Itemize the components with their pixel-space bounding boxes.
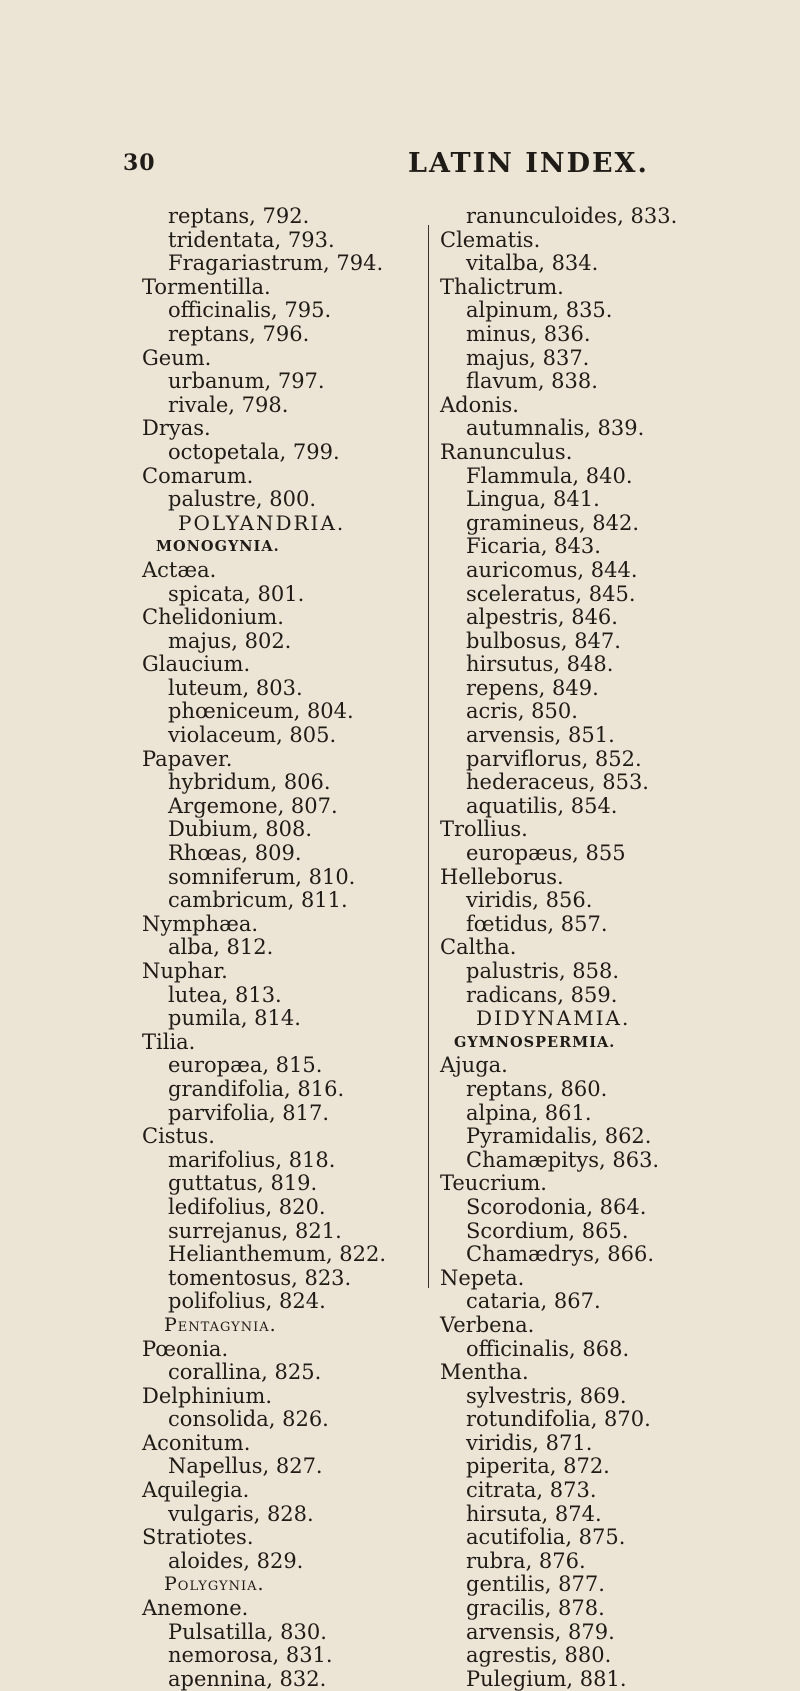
species-entry: Flammula, 840. xyxy=(466,463,633,488)
species-entry: Fragariastrum, 794. xyxy=(168,251,384,276)
species-entry: reptans, 792. xyxy=(168,204,310,228)
species-entry: Chamæpitys, 863. xyxy=(466,1147,660,1172)
order-heading: Polygynia. xyxy=(164,1573,265,1596)
genus-entry: Ranunculus. xyxy=(440,439,573,464)
genus-entry: Mentha. xyxy=(440,1360,529,1385)
species-entry: sceleratus, 845. xyxy=(466,581,636,606)
species-entry: alba, 812. xyxy=(168,935,274,960)
genus-entry: Tilia. xyxy=(142,1029,196,1054)
species-entry: Ficaria, 843. xyxy=(466,534,601,559)
species-entry: repens, 849. xyxy=(466,675,599,700)
genus-entry: Caltha. xyxy=(440,935,517,960)
genus-entry: Dryas. xyxy=(142,416,211,441)
species-entry: rivale, 798. xyxy=(168,392,289,417)
species-entry: autumnalis, 839. xyxy=(466,416,645,441)
class-heading: DIDYNAMIA. xyxy=(476,1006,631,1031)
species-entry: Pyramidalis, 862. xyxy=(466,1124,652,1149)
species-entry: Dubium, 808. xyxy=(168,817,313,842)
page-number: 30 xyxy=(123,150,156,176)
species-entry: parvifolia, 817. xyxy=(168,1100,330,1125)
species-entry: polifolius, 824. xyxy=(168,1289,326,1314)
species-entry: viridis, 856. xyxy=(466,888,593,913)
species-entry: officinalis, 795. xyxy=(168,298,332,323)
species-entry: Helianthemum, 822. xyxy=(168,1242,387,1267)
species-entry: acris, 850. xyxy=(466,699,578,724)
species-entry: reptans, 796. xyxy=(168,321,310,346)
genus-entry: Delphinium. xyxy=(142,1383,273,1408)
index-column-left xyxy=(142,205,422,1691)
genus-entry: Papaver. xyxy=(142,746,233,771)
genus-entry: Adonis. xyxy=(440,392,519,417)
species-entry: Rhœas, 809. xyxy=(168,841,302,866)
species-entry: majus, 802. xyxy=(168,628,292,653)
species-entry: corallina, 825. xyxy=(168,1360,322,1385)
species-entry: surrejanus, 821. xyxy=(168,1218,342,1243)
column-divider xyxy=(428,225,429,1288)
species-entry: fœtidus, 857. xyxy=(466,911,608,936)
species-entry: majus, 837. xyxy=(466,345,590,370)
species-entry: tomentosus, 823. xyxy=(168,1265,352,1290)
species-entry: alpinum, 835. xyxy=(466,298,613,323)
species-entry: gracilis, 878. xyxy=(466,1596,605,1621)
species-entry: ranunculoides, 833. xyxy=(466,204,678,228)
species-entry: rotundifolia, 870. xyxy=(466,1407,651,1432)
species-entry: reptans, 860. xyxy=(466,1076,608,1101)
species-entry: somniferum, 810. xyxy=(168,864,356,889)
species-entry: vitalba, 834. xyxy=(466,251,599,276)
species-entry: palustris, 858. xyxy=(466,959,620,983)
species-entry: Napellus, 827. xyxy=(168,1454,323,1479)
genus-entry: Stratiotes. xyxy=(142,1525,254,1550)
species-entry: europæa, 815. xyxy=(168,1053,323,1078)
species-entry: gentilis, 877. xyxy=(466,1572,605,1597)
species-entry: hirsutus, 848. xyxy=(466,652,614,677)
species-entry: Pulegium, 881. xyxy=(466,1666,627,1691)
genus-entry: Nepeta. xyxy=(440,1265,525,1290)
genus-entry: Cistus. xyxy=(142,1124,215,1149)
order-heading: MONOGYNIA. xyxy=(156,538,280,556)
species-entry: apennina, 832. xyxy=(168,1666,327,1691)
species-entry: acutifolia, 875. xyxy=(466,1525,626,1550)
genus-entry: Glaucium. xyxy=(142,652,251,677)
species-entry: vulgaris, 828. xyxy=(168,1501,314,1526)
species-entry: alpina, 861. xyxy=(466,1100,592,1125)
genus-entry: Clematis. xyxy=(440,227,541,252)
species-entry: citrata, 873. xyxy=(466,1478,597,1503)
species-entry: tridentata, 793. xyxy=(168,227,335,252)
class-heading: POLYANDRIA. xyxy=(178,510,346,535)
species-entry: spicata, 801. xyxy=(168,581,305,606)
species-entry: officinalis, 868. xyxy=(466,1336,630,1361)
species-entry: hirsuta, 874. xyxy=(466,1501,602,1526)
species-entry: grandifolia, 816. xyxy=(168,1076,345,1101)
genus-entry: Teucrium. xyxy=(440,1171,547,1196)
species-entry: aloides, 829. xyxy=(168,1548,304,1573)
genus-entry: Pœonia. xyxy=(142,1336,229,1361)
species-entry: arvensis, 851. xyxy=(466,723,615,748)
species-entry: hederaceus, 853. xyxy=(466,770,649,795)
species-entry: parviflorus, 852. xyxy=(466,746,642,771)
species-entry: Lingua, 841. xyxy=(466,487,600,512)
genus-entry: Comarum. xyxy=(142,463,254,488)
species-entry: bulbosus, 847. xyxy=(466,628,621,653)
species-entry: Chamædrys, 866. xyxy=(466,1242,654,1267)
species-entry: sylvestris, 869. xyxy=(466,1383,627,1408)
genus-entry: Nuphar. xyxy=(142,959,228,983)
species-entry: pumila, 814. xyxy=(168,1006,301,1031)
species-entry: Pulsatilla, 830. xyxy=(168,1619,327,1644)
genus-entry: Chelidonium. xyxy=(142,605,284,630)
species-entry: marifolius, 818. xyxy=(168,1147,336,1172)
species-entry: consolida, 826. xyxy=(168,1407,329,1432)
genus-entry: Ajuga. xyxy=(440,1053,508,1078)
species-entry: ledifolius, 820. xyxy=(168,1194,326,1219)
species-entry: Argemone, 807. xyxy=(168,793,338,818)
species-entry: arvensis, 879. xyxy=(466,1619,615,1644)
species-entry: cataria, 867. xyxy=(466,1289,601,1314)
genus-entry: Tormentilla. xyxy=(142,274,271,299)
species-entry: radicans, 859. xyxy=(466,982,618,1007)
species-entry: lutea, 813. xyxy=(168,982,282,1007)
species-entry: Scorodonia, 864. xyxy=(466,1194,647,1219)
species-entry: gramineus, 842. xyxy=(466,510,639,535)
order-heading: GYMNOSPERMIA. xyxy=(454,1033,616,1051)
order-heading: Pentagynia. xyxy=(164,1313,277,1336)
genus-entry: Trollius. xyxy=(440,817,528,842)
species-entry: flavum, 838. xyxy=(466,369,598,394)
species-entry: aquatilis, 854. xyxy=(466,793,618,818)
genus-entry: Actæa. xyxy=(142,557,217,582)
species-entry: piperita, 872. xyxy=(466,1454,610,1479)
species-entry: cambricum, 811. xyxy=(168,888,348,913)
species-entry: viridis, 871. xyxy=(466,1430,593,1455)
genus-entry: Geum. xyxy=(142,345,212,370)
genus-entry: Aconitum. xyxy=(142,1430,251,1455)
species-entry: phœniceum, 804. xyxy=(168,699,354,724)
species-entry: guttatus, 819. xyxy=(168,1171,318,1196)
species-entry: palustre, 800. xyxy=(168,487,316,512)
species-entry: violaceum, 805. xyxy=(168,723,337,748)
genus-entry: Verbena. xyxy=(440,1312,535,1337)
species-entry: minus, 836. xyxy=(466,321,591,346)
genus-entry: Nymphæa. xyxy=(142,911,259,936)
species-entry: auricomus, 844. xyxy=(466,557,638,582)
genus-entry: Thalictrum. xyxy=(440,274,564,299)
species-entry: urbanum, 797. xyxy=(168,369,325,394)
genus-entry: Anemone. xyxy=(142,1596,249,1621)
species-entry: Scordium, 865. xyxy=(466,1218,629,1243)
genus-entry: Aquilegia. xyxy=(142,1478,250,1503)
genus-entry: Helleborus. xyxy=(440,864,564,889)
species-entry: nemorosa, 831. xyxy=(168,1643,333,1668)
index-column-right xyxy=(440,205,720,1691)
species-entry: hybridum, 806. xyxy=(168,770,331,795)
species-entry: rubra, 876. xyxy=(466,1548,586,1573)
species-entry: europæus, 855 xyxy=(466,841,626,866)
species-entry: agrestis, 880. xyxy=(466,1643,612,1668)
species-entry: luteum, 803. xyxy=(168,675,303,700)
species-entry: alpestris, 846. xyxy=(466,605,618,630)
species-entry: octopetala, 799. xyxy=(168,439,340,464)
running-head: LATIN INDEX. xyxy=(408,148,649,179)
